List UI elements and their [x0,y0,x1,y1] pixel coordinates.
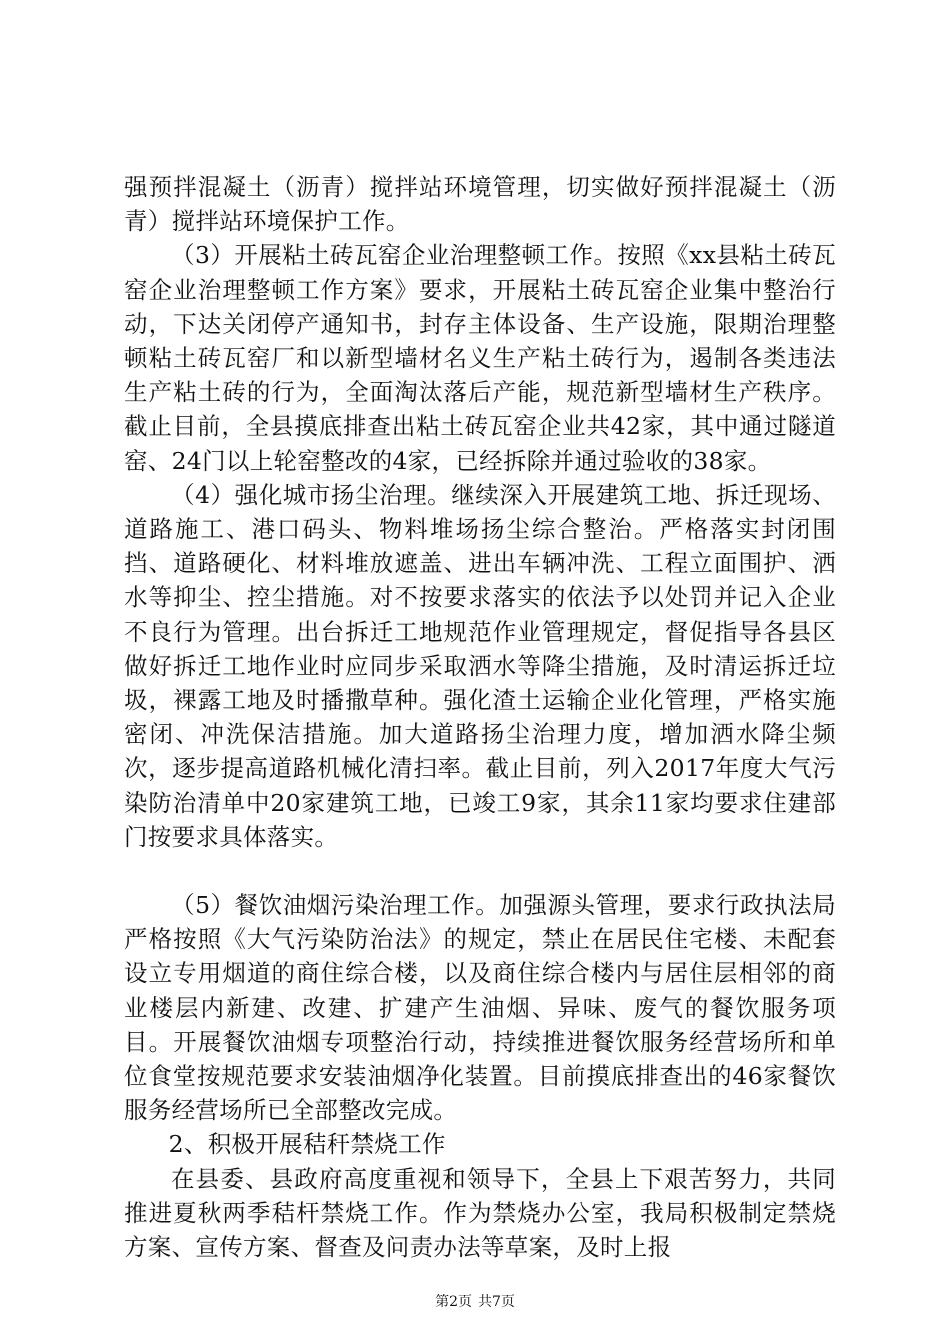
paragraph-item-5: （5）餐饮油烟污染治理工作。加强源头管理，要求行政执法局严格按照《大气污染防治法》的规定，禁止在居民住宅楼、未配套设立专用烟道的商住综合楼，以及商住综合楼内与居住层相邻的商业楼层内新建、改建、扩建产生油烟、异味、废气的餐饮服务项目。开展餐饮油烟专项整治行动，持续推进餐饮服务经营场所和单位食堂按规范要求安装油烟净化装置。目前摸底排查出的46家餐饮服务经营场所已全部整改完成。 [124,891,836,1125]
page-total: 共7页 [478,1294,515,1310]
paragraph-straw-burning: 在县委、县政府高度重视和领导下，全县上下艰苦努力，共同推进夏秋两季秸杆禁烧工作。作为禁烧办公室，我局积极制定禁烧方案、宣传方案、督查及问责办法等草案，及时上报 [124,1164,836,1262]
paragraph-item-4: （4）强化城市扬尘治理。继续深入开展建筑工地、拆迁现场、道路施工、港口码头、物料堆场扬尘综合整治。严格落实封闭围挡、道路硬化、材料堆放遮盖、进出车辆冲洗、工程立面围护、洒水等抑尘、控尘措施。对不按要求落实的依法予以处罚并记入企业不良行为管理。出台拆迁工地规范作业管理规定，督促指导各县区做好拆迁工地作业时应同步采取洒水等降尘措施，及时清运拆迁垃圾，裸露工地及时播撒草种。强化渣土运输企业化管理，严格实施密闭、冲洗保洁措施。加大道路扬尘治理力度，增加洒水降尘频次，逐步提高道路机械化清扫率。截止目前，列入2017年度大气污染防治清单中20家建筑工地，已竣工9家，其余11家均要求住建部门按要求具体落实。 [124,480,836,851]
paragraph-continuation: 强预拌混凝土（沥青）搅拌站环境管理，切实做好预拌混凝土（沥青）搅拌站环境保护工作。 [124,173,836,236]
page-footer [0,1293,950,1311]
paragraph-spacer [124,854,836,888]
paragraph-item-3: （3）开展粘土砖瓦窑企业治理整顿工作。按照《xx县粘土砖瓦窑企业治理整顿工作方案》要求，开展粘土砖瓦窑企业集中整治行动，下达关闭停产通知书，封存主体设备、生产设施，限期治理整顿粘土砖瓦窑厂和以新型墙材名义生产粘土砖行为，遏制各类违法生产粘土砖的行为，全面淘汰落后产能，规范新型墙材生产秩序。截止目前，全县摸底排查出粘土砖瓦窑企业共42家，其中通过隧道窑、24门以上轮窑整改的4家，已经拆除并通过验收的38家。 [124,241,836,475]
document-body [124,170,836,1264]
page-number: 第2页 [435,1294,472,1310]
section-heading: 2、积极开展秸秆禁烧工作 [168,1130,446,1159]
